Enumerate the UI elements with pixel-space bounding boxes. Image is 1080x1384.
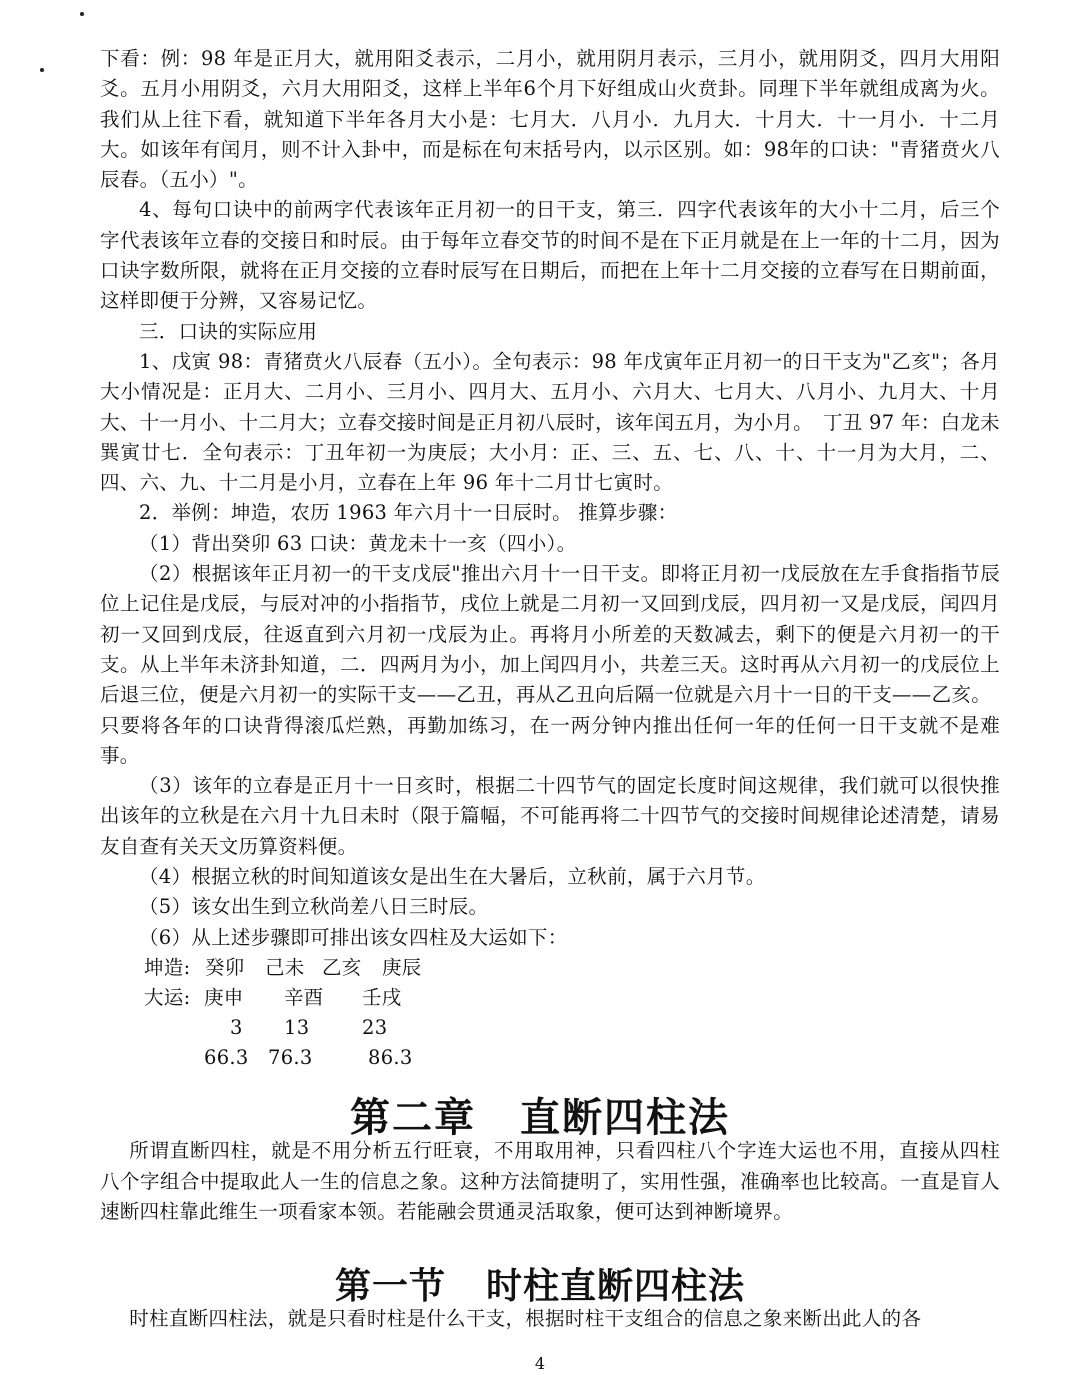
bazi-chart (100, 953, 1000, 1073)
section-intro (100, 1304, 1000, 1334)
luck-pillar: 庚申 (204, 985, 244, 1009)
paragraph-10: （4）根据立秋的时间知道该女是出生在大暑后，立秋前，属于六月节。 (139, 865, 766, 889)
luck-label: 大运: (144, 985, 191, 1009)
luck-pillar: 辛酉 (284, 985, 324, 1009)
paragraph-3: 三．口诀的实际应用 (139, 319, 318, 343)
year-pillar: 癸卯 (205, 955, 245, 979)
body-text (100, 44, 1000, 1073)
scan-speck (40, 68, 44, 72)
luck-pillar: 壬戌 (362, 985, 402, 1009)
chapter-intro (100, 1136, 1000, 1228)
chapter-heading (0, 1086, 1080, 1143)
luck-year: 66.3 (204, 1045, 249, 1069)
paragraph-9: （3）该年的立春是正月十一日亥时，根据二十四节气的固定长度时间这规律，我们就可以很快推出该年的立秋是在六月十九日未时（限于篇幅，不可能再将二十四节气的交接时间规律论述清楚，请易友自查有关天文历算资料便。 (100, 774, 1000, 858)
luck-years-row (100, 1043, 1000, 1073)
section-number: 第一节 (334, 1266, 446, 1307)
paragraph-12: （6）从上述步骤即可排出该女四柱及大运如下： (139, 925, 568, 949)
page-number: 4 (534, 1354, 546, 1373)
paragraph-11: （5）该女出生到立秋尚差八日三时辰。 (139, 895, 489, 919)
luck-age: 3 (230, 1015, 243, 1039)
month-pillar: 己未 (265, 955, 305, 979)
luck-ages-row (100, 1013, 1000, 1043)
section-intro-paragraph: 时柱直断四柱法，就是只看时柱是什么干支，根据时柱干支组合的信息之象来断出此人的各 (129, 1307, 922, 1330)
luck-row (100, 983, 1000, 1013)
paragraph-4: 1、戊寅 98：青猪贲火八辰春（五小）。全句表示：98 年戊寅年正月初一的日干支为"乙亥"；各月大小情况是：正月大、二月小、三月小、四月大、五月小、六月大、七月大、八月小、九月大、十月大、十一月小、十二月大；立春交接时间是正月初八辰时，该年闰五月，为小月。 丁丑 97 年：白龙未巽寅廿七．全句表示：丁丑年初一为庚辰；大小月：正、三、五、七、八、十、十一月为大月，二、四、六、九、十二月是小月，立春在上年 96 年十二月廿七寅时。 (100, 349, 1000, 495)
scan-speck (80, 12, 84, 16)
luck-year: 86.3 (368, 1045, 413, 1069)
day-pillar: 乙亥 (322, 955, 362, 979)
chapter-intro-paragraph: 所谓直断四柱，就是不用分析五行旺衰，不用取用神，只看四柱八个字连大运也不用，直接从四柱八个字组合中提取此人一生的信息之象。这种方法简捷明了，实用性强，准确率也比较高。一直是盲人速断四柱靠此维生一项看家本领。若能融会贯通灵活取象，便可达到神断境界。 (100, 1139, 1000, 1223)
paragraph-5: 2．举例：坤造，农历 1963 年六月十一日辰时。 推算步骤： (139, 501, 678, 525)
luck-age: 13 (284, 1015, 310, 1039)
paragraph-2: 4、每句口诀中的前两字代表该年正月初一的日干支，第三．四字代表该年的大小十二月，后三个字代表该年立春的交接日和时辰。由于每年立春交节的时间不是在下正月就是在上一年的十二月，因为口诀字数所限，就将在正月交接的立春时辰写在日期后，而把在上年十二月交接的立春写在日期前面，这样即便于分辨，又容易记忆。 (100, 198, 1000, 313)
hour-pillar: 庚辰 (382, 955, 422, 979)
section-title: 时柱直断四柱法 (486, 1266, 746, 1307)
chapter-title: 直断四柱法 (520, 1095, 730, 1141)
chapter-number: 第二章 (350, 1095, 476, 1141)
paragraph-7: （2）根据该年正月初一的干支戊辰"推出六月十一日干支。即将正月初一戊辰放在左手食指指节辰位上记住是戊辰，与辰对冲的小指指节，戌位上就是二月初一又回到戊辰，四月初一又是戊辰，闰四月初一又回到戊辰，往返直到六月初一戊辰为止。再将月小所差的天数减去，剩下的便是六月初一的干支。从上半年未济卦知道，二．四两月为小，加上闰四月小，共差三天。这时再从六月初一的戊辰位上后退三位，便是六月初一的实际干支——乙丑，再从乙丑向后隔一位就是六月十一日的干支——乙亥。 (100, 562, 1000, 707)
paragraph-1: 下看：例：98 年是正月大，就用阳爻表示，二月小，就用阴月表示，三月小，就用阴爻，四月大用阳爻。五月小用阴爻，六月大用阳爻，这样上半年6个月下好组成山火贲卦。同理下半年就组成离为火。我们从上往下看，就知道下半年各月大小是：七月大．八月小．九月大．十月大．十一月小．十二月大。如该年有闰月，则不计入卦中，而是标在句末括号内，以示区别。如：98年的口诀："青猪贲火八辰春。（五小）"。 (100, 47, 1000, 192)
luck-year: 76.3 (268, 1045, 313, 1069)
pillars-label: 坤造: (144, 955, 191, 979)
pillars-row (100, 953, 1000, 983)
luck-age: 23 (362, 1015, 388, 1039)
paragraph-6: （1）背出癸卯 63 口诀：黄龙未十一亥（四小）。 (139, 531, 577, 555)
section-heading (0, 1258, 1080, 1309)
paragraph-8: 只要将各年的口诀背得滚瓜烂熟，再勤加练习，在一两分钟内推出任何一年的任何一日干支就不是难事。 (100, 713, 1000, 767)
